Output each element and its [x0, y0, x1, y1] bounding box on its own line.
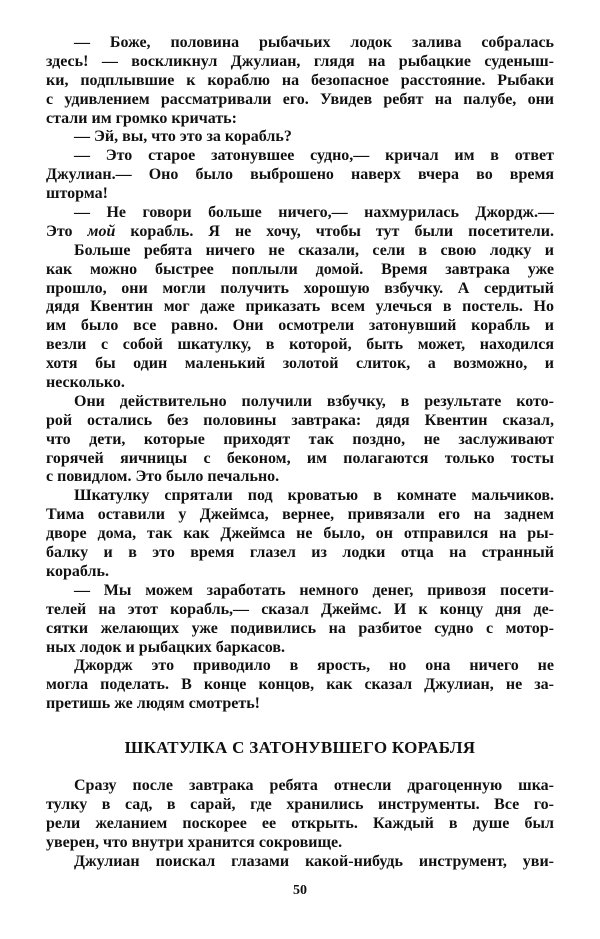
text-line: шторма!: [46, 185, 108, 203]
italic-word: мой: [87, 222, 116, 240]
page-number: 50: [293, 883, 307, 898]
text-line: рой остались без половины завтрака: дядя Квентин сказал,: [46, 411, 554, 429]
text-line: [46, 223, 554, 242]
text-line: несколько.: [46, 374, 125, 392]
text-block-top: [46, 34, 554, 714]
text-line: Шкатулку спрятали под кроватью в комнате мальчиков.: [74, 487, 554, 505]
text-line: тулку в сад, в сарай, где хранились инструменты. Все го-: [46, 795, 554, 813]
text-line: как можно быстрее поплыли домой. Время завтрака уже: [46, 260, 554, 278]
text-line: им было все равно. Они осмотрели затонувший корабль и: [46, 317, 554, 335]
text-line: дворе дома, так как Джеймса не было, он отправился на ры-: [46, 525, 554, 543]
text-line: Тима оставили у Джеймса, вернее, привязали его на заднем: [46, 506, 554, 524]
text-line: Джордж это приводило в ярость, но она ничего не: [74, 657, 554, 675]
text-line: могла поделать. В конце концов, как сказал Джулиан, не за-: [46, 676, 554, 694]
text-line: дядя Квентин мог даже приказать всем улечься в постель. Но: [46, 298, 554, 316]
text-segment: Это: [46, 222, 88, 240]
text-line: ки, подплывшие к кораблю на безопасное расстояние. Рыбаки: [46, 71, 554, 89]
text-line: — Не говори больше ничего,— нахмурилась Джордж.—: [74, 204, 554, 222]
text-line: — Это старое затонувшее судно,— кричал им в ответ: [74, 147, 554, 165]
text-segment: корабль. Я не хочу, чтобы тут были посетители.: [115, 222, 555, 240]
text-line: — Мы можем заработать немного денег, привозя посети-: [74, 581, 554, 599]
text-line: балку и в это время глазел из лодки отца на странный: [46, 544, 554, 562]
text-line: горячей яичницы с беконом, им полагаются только тосты: [46, 449, 554, 467]
text-line: Джулиан.— Оно было выброшено наверх вчера во время: [46, 166, 554, 184]
text-line: прошло, они могли получить хорошую взбучку. А сердитый: [46, 279, 554, 297]
text-line: телей на этот корабль,— сказал Джеймс. И к концу дня де-: [46, 600, 554, 618]
text-line: корабль.: [46, 562, 109, 580]
text-line: хотя бы один маленький золотой слиток, а возможно, и: [46, 355, 554, 373]
text-line: сятки желающих уже подивились на разбитое судно с мотор-: [46, 619, 554, 637]
text-line: стали им громко кричать:: [46, 109, 237, 127]
text-line: Джулиан поискал глазами какой-нибудь инструмент, уви-: [74, 852, 554, 870]
text-line: везли с собой шкатулку, в которой, быть может, находился: [46, 336, 554, 354]
text-line: Больше ребята ничего не сказали, сели в свою лодку и: [74, 241, 554, 259]
text-line: уверен, что внутри хранится сокровище.: [46, 833, 343, 851]
text-line: что дети, которые приходят так поздно, не заслуживают: [46, 430, 554, 448]
text-line: — Боже, половина рыбачьих лодок залива собралась: [74, 34, 554, 51]
text-block-bottom: [46, 777, 554, 871]
text-line: ных лодок и рыбацких баркасов.: [46, 638, 286, 656]
text-line: с удивлением рассматривали его. Увидев ребят на палубе, они: [46, 90, 554, 108]
text-line: претишь же людям смотреть!: [46, 695, 260, 713]
text-line: с повидлом. Это было печально.: [46, 468, 280, 486]
text-line: рели желанием поскорее ее открыть. Каждый в душе был: [46, 814, 554, 832]
text-line: — Эй, вы, что это за корабль?: [74, 128, 292, 146]
text-line: Они действительно получили взбучку, в результате кото-: [74, 392, 554, 410]
text-line: Сразу после завтрака ребята отнесли драгоценную шка-: [74, 777, 554, 794]
chapter-heading: ШКАТУЛКА С ЗАТОНУВШЕГО КОРАБЛЯ: [124, 738, 476, 757]
text-line: здесь! — воскликнул Джулиан, глядя на рыбацкие суденыш-: [46, 52, 554, 70]
